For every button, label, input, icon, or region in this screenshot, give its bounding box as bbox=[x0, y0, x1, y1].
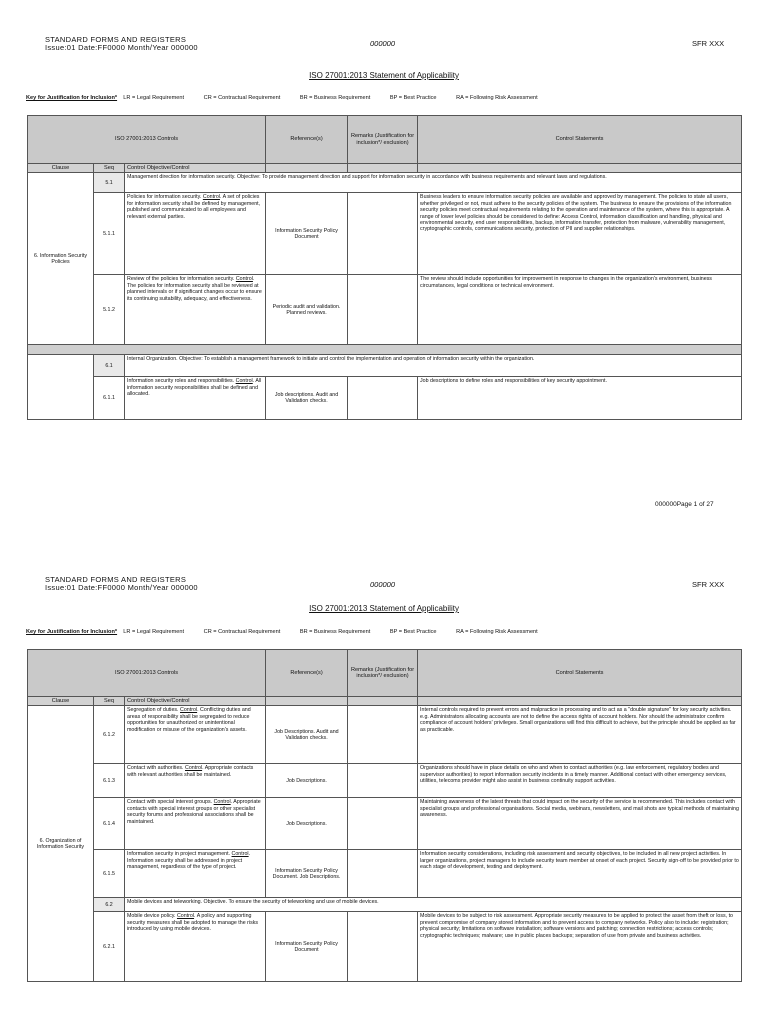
reference-cell: Job Descriptions. bbox=[266, 764, 348, 798]
table-row bbox=[28, 355, 742, 377]
table-row bbox=[28, 193, 742, 275]
statement-cell: Mobile devices to be subject to risk assessment. Appropriate security measures to be applied to protect the asset from theft or loss, to prevent compromise of company stored information and to prevent access to company networks. Policy also to include: registration; physical security; limitations on software installation; software versions and patching; connection restrictions; access controls; cryptographic techniques; malware; use in public places backups; separation of use from private and business activities. bbox=[418, 912, 742, 982]
seq-cell: 6.2 bbox=[94, 898, 125, 912]
header-issue: Issue:01 Date:FF0000 Month/Year 000000 bbox=[45, 43, 198, 52]
table-row bbox=[28, 377, 742, 420]
control-word: Control bbox=[202, 194, 220, 201]
col-objective: Control Objective/Control bbox=[125, 697, 266, 706]
reference-cell: Information Security Policy Document. Job Descriptions. bbox=[266, 850, 348, 898]
col-remarks: Remarks (Justification for inclusion*/ exclusion) bbox=[348, 116, 418, 164]
seq-cell: 5.1.2 bbox=[94, 275, 125, 345]
control-cell bbox=[125, 275, 266, 345]
seq-cell: 6.1 bbox=[94, 355, 125, 377]
header-code: 000000 bbox=[370, 580, 396, 589]
seq-cell: 6.1.5 bbox=[94, 850, 125, 898]
control-word: Control bbox=[180, 707, 198, 714]
table-row bbox=[28, 798, 742, 850]
remarks-cell bbox=[348, 706, 418, 764]
key-cr: CR = Contractual Requirement bbox=[203, 95, 281, 101]
control-title: Policies for information security. bbox=[127, 194, 202, 201]
table-row bbox=[28, 706, 742, 764]
reference-cell: Job Descriptions. Audit and Validation checks. bbox=[266, 706, 348, 764]
control-word: Control bbox=[235, 378, 253, 385]
table-subhead-row bbox=[28, 164, 742, 173]
control-text: . All information security responsibilities shall be defined and allocated. bbox=[127, 378, 262, 398]
table-row bbox=[28, 275, 742, 345]
control-cell bbox=[125, 764, 266, 798]
control-cell bbox=[125, 706, 266, 764]
col-clause: Clause bbox=[28, 164, 94, 173]
control-title: Review of the policies for information security. bbox=[127, 276, 235, 283]
key-br: BR = Business Requirement bbox=[299, 95, 371, 101]
statement-cell: The review should include opportunities for improvement in response to changes in the organization's environment, business circumstances, legal conditions or technical environment. bbox=[418, 275, 742, 345]
col-objective: Control Objective/Control bbox=[125, 164, 266, 173]
header-title: STANDARD FORMS AND REGISTERS bbox=[45, 575, 187, 584]
control-cell bbox=[125, 193, 266, 275]
control-title: Segregation of duties. bbox=[127, 707, 179, 714]
statement-cell: Job descriptions to define roles and responsibilities of key security appointment. bbox=[418, 377, 742, 420]
soa-table-page2 bbox=[27, 649, 742, 982]
col-statements: Control Statements bbox=[418, 650, 742, 697]
header-form-id: SFR XXX bbox=[692, 580, 725, 589]
reference-cell: Job descriptions. Audit and Validation checks. bbox=[266, 377, 348, 420]
control-word: Control bbox=[235, 276, 253, 283]
col-controls: ISO 27001:2013 Controls bbox=[28, 650, 266, 697]
remarks-cell bbox=[348, 377, 418, 420]
remarks-cell bbox=[348, 193, 418, 275]
control-cell bbox=[125, 377, 266, 420]
reference-cell: Job Descriptions. bbox=[266, 798, 348, 850]
key-lr: LR = Legal Requirement bbox=[123, 95, 185, 101]
control-title: Contact with authorities. bbox=[127, 765, 184, 772]
seq-cell: 6.1.1 bbox=[94, 377, 125, 420]
control-text: . Appropriate contacts with special interest groups or other specialist security forums and professional associations shall be maintained. bbox=[127, 799, 261, 825]
control-title: Information security roles and responsibilities. bbox=[127, 378, 235, 385]
statement-cell: Business leaders to ensure information security policies are available and approved by management. The policies to state all users, whether privileged or not, must adhere to the security policies of the system. The business to ensure the provisions of the information security policies meet contractual requirements relating to the operation and maintenance of the system, where this is appropriate. A range of lower level policies should be considered to define: Access Control, information classification and handling, physical and environmental security, end user responsibilities, backup, information transfer, protection from malware, vulnerability management, cryptographic controls, communications security, protection of PII and supplier relationships. bbox=[418, 193, 742, 275]
key-ra: RA = Following Risk Assessment bbox=[456, 629, 538, 635]
col-clause: Clause bbox=[28, 697, 94, 706]
objective-cell: Mobile devices and teleworking. Objective. To ensure the security of teleworking and use of mobile devices. bbox=[125, 898, 742, 912]
header-title: STANDARD FORMS AND REGISTERS bbox=[45, 35, 187, 44]
seq-cell: 5.1 bbox=[94, 173, 125, 193]
key-legend bbox=[26, 95, 556, 101]
key-cr: CR = Contractual Requirement bbox=[203, 629, 281, 635]
table-row bbox=[28, 173, 742, 193]
table-head-row bbox=[28, 650, 742, 697]
statement-cell: Organizations should have in place details on who and when to contact authorities (e.g. law enforcement, regulatory bodies and supervisor authorities) to report information security incidents in a timely manner. Additional contact with other emergency services, utilities, telecoms provider might also assist in business continuity support activities. bbox=[418, 764, 742, 798]
col-references: Reference(s) bbox=[266, 650, 348, 697]
remarks-cell bbox=[348, 850, 418, 898]
reference-cell: Information Security Policy Document bbox=[266, 912, 348, 982]
table-subhead-row bbox=[28, 697, 742, 706]
reference-cell: Periodic audit and validation. Planned reviews. bbox=[266, 275, 348, 345]
col-seq: Seq bbox=[94, 164, 125, 173]
control-cell bbox=[125, 850, 266, 898]
header-issue: Issue:01 Date:FF0000 Month/Year 000000 bbox=[45, 583, 198, 592]
control-cell bbox=[125, 798, 266, 850]
soa-table-page1 bbox=[27, 115, 742, 420]
remarks-cell bbox=[348, 275, 418, 345]
control-word: Control bbox=[231, 851, 249, 858]
key-bp: BP = Best Practice bbox=[389, 629, 437, 635]
remarks-cell bbox=[348, 798, 418, 850]
control-text: . Appropriate contacts with relevant authorities shall be maintained. bbox=[127, 765, 254, 778]
reference-cell: Information Security Policy Document bbox=[266, 193, 348, 275]
control-cell bbox=[125, 912, 266, 982]
key-lr: LR = Legal Requirement bbox=[123, 629, 185, 635]
doc-header-left bbox=[45, 36, 198, 52]
page-number: 000000Page 1 of 27 bbox=[655, 501, 714, 508]
control-word: Control bbox=[213, 799, 231, 806]
control-text: . A policy and supporting security measures shall be adopted to manage the risks introduced by using mobile devices. bbox=[127, 913, 259, 933]
doc-title: ISO 27001:2013 Statement of Applicability bbox=[309, 604, 459, 613]
control-text: . Information security shall be addressed in project management, regardless of the type of project. bbox=[127, 851, 251, 871]
doc-title: ISO 27001:2013 Statement of Applicability bbox=[309, 71, 459, 80]
remarks-cell bbox=[348, 912, 418, 982]
remarks-cell bbox=[348, 764, 418, 798]
objective-cell: Management direction for information security. Objective: To provide management direction and support for information security in accordance with business requirements and relevant laws and regulations. bbox=[125, 173, 742, 193]
table-row bbox=[28, 912, 742, 982]
seq-cell: 6.1.2 bbox=[94, 706, 125, 764]
control-text: . A set of policies for information security shall be defined by management, published and communicated to all employees and relevant external parties. bbox=[127, 194, 261, 220]
objective-cell: Internal Organization. Objective: To establish a management framework to initiate and control the implementation and operation of information security within the organization. bbox=[125, 355, 742, 377]
table-row bbox=[28, 850, 742, 898]
table-head-row bbox=[28, 116, 742, 164]
header-form-id: SFR XXX bbox=[692, 39, 725, 48]
seq-cell: 6.1.3 bbox=[94, 764, 125, 798]
table-row bbox=[28, 898, 742, 912]
control-text: . The policies for information security shall be reviewed at planned intervals or if significant changes occur to ensure its continuing suitability, adequacy, and effectiveness. bbox=[127, 276, 262, 302]
clause-cell: 6. Organization of Information Security bbox=[28, 706, 94, 982]
clause-cell: 6. Information Security Policies bbox=[28, 173, 94, 345]
clause-cell-empty bbox=[28, 355, 94, 420]
control-title: Contact with special interest groups. bbox=[127, 799, 213, 806]
seq-cell: 6.2.1 bbox=[94, 912, 125, 982]
doc-header-left bbox=[45, 576, 198, 592]
table-row bbox=[28, 764, 742, 798]
control-title: Mobile device policy. bbox=[127, 913, 176, 920]
statement-cell: Maintaining awareness of the latest threats that could impact on the security of the service is recommended. This includes contact with specialist groups and professional organisations. Social media, webinars, newsletters, and mail shots are typical methods of maintaining awareness. bbox=[418, 798, 742, 850]
header-code: 000000 bbox=[370, 39, 396, 48]
key-label: Key for Justification for Inclusion* bbox=[26, 629, 118, 635]
separator-row bbox=[28, 345, 742, 355]
col-controls: ISO 27001:2013 Controls bbox=[28, 116, 266, 164]
col-remarks: Remarks (Justification for inclusion*/ exclusion) bbox=[348, 650, 418, 697]
seq-cell: 5.1.1 bbox=[94, 193, 125, 275]
key-legend bbox=[26, 629, 556, 635]
key-bp: BP = Best Practice bbox=[389, 95, 437, 101]
col-references: Reference(s) bbox=[266, 116, 348, 164]
control-title: Information security in project management. bbox=[127, 851, 231, 858]
statement-cell: Information security considerations, including risk assessment and security objectives, to be included in all new project activities. In larger organizations, project managers to include security team member at onset of each project. Security sign-off to be provided prior to each stage of development, testing and deployment. bbox=[418, 850, 742, 898]
col-statements: Control Statements bbox=[418, 116, 742, 164]
control-text: . Conflicting duties and areas of responsibility shall be segregated to reduce opportunities for unauthorized or unintentional modification or misuse of the organization's assets. bbox=[127, 707, 251, 733]
key-br: BR = Business Requirement bbox=[299, 629, 371, 635]
col-seq: Seq bbox=[94, 697, 125, 706]
control-word: Control bbox=[176, 913, 195, 920]
seq-cell: 6.1.4 bbox=[94, 798, 125, 850]
control-word: Control bbox=[185, 765, 203, 772]
key-ra: RA = Following Risk Assessment bbox=[456, 95, 538, 101]
statement-cell: Internal controls required to prevent errors and malpractice in processing and to act as a "double signature" for key security activities. e.g. Administrators allocating accounts are not to define the access rights of account holders. Nor should the administrator confirm compliance of account holders' privileges. Small organizations will find this difficult to achieve, but the principle should be applied as far as practicable. bbox=[418, 706, 742, 764]
key-label: Key for Justification for Inclusion* bbox=[26, 95, 118, 101]
